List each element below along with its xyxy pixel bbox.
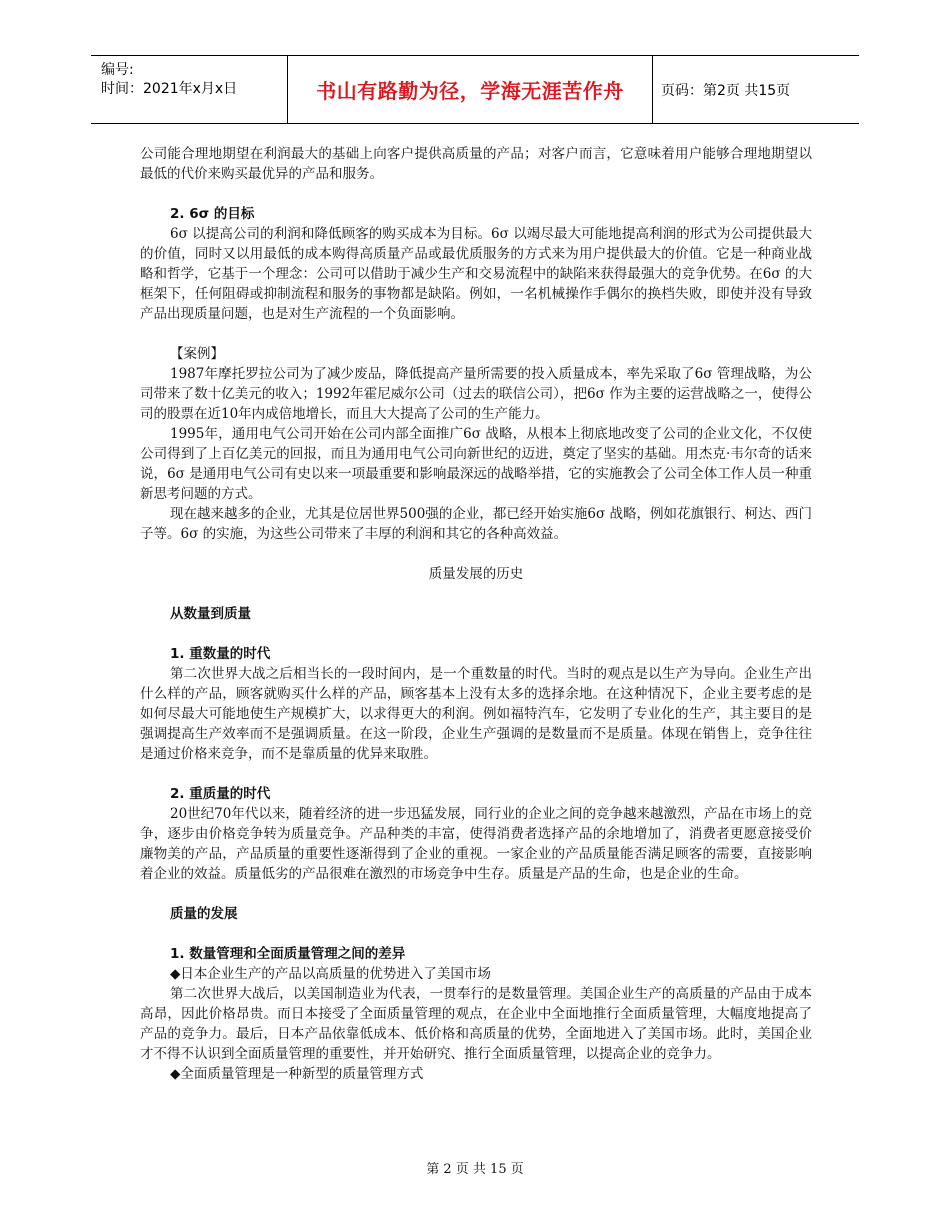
- paragraph: 1987年摩托罗拉公司为了减少废品，降低提高产量所需要的投入质量成本，率先采取了6σ 管理战略，为公司带来了数十亿美元的收入；1992年霍尼威尔公司（过去的联信公司），把6σ 作为主要的运营战略之一，使得公司的股票在近10年内成倍地增长，而且大大提高了公司的生产能力。: [140, 366, 812, 422]
- paragraph: 6σ 以提高公司的利润和降低顾客的购买成本为目标。6σ 以竭尽最大可能地提高利润的形式为公司提供最大的价值，同时又以用最低的成本购得高质量产品或最优质服务的方式来为用户提供最大的价值。它是一种商业战略和哲学，它基于一个理念：公司可以借助于减少生产和交易流程中的缺陷来获得最强大的竞争优势。在6σ 的大框架下，任何阻碍或抑制流程和服务的事物都是缺陷。例如，一名机械操作手偶尔的换档失败，即使并没有导致产品出现质量问题，也是对生产流程的一个负面影响。: [140, 226, 812, 322]
- time-label: 时间：2021年x月x日: [101, 81, 238, 97]
- number-label: 编号:: [101, 62, 134, 78]
- document-body: [140, 144, 812, 1084]
- bullet-item: ◆日本企业生产的产品以高质量的优势进入了美国市场: [170, 966, 491, 982]
- section-heading: 1. 数量管理和全面质量管理之间的差异: [170, 946, 406, 962]
- section-heading: 2. 6σ 的目标: [170, 206, 255, 222]
- page-footer: 第 2 页 共 15 页: [426, 1162, 524, 1177]
- section-title: 质量发展的历史: [428, 566, 524, 582]
- paragraph: 20世纪70年代以来，随着经济的进一步迅猛发展，同行业的企业之间的竞争越来越激烈，产品在市场上的竞争，逐步由价格竞争转为质量竞争。产品种类的丰富，使得消费者选择产品的余地增加了，消费者更愿意接受价廉物美的产品，产品质量的重要性逐渐得到了企业的重视。一家企业的产品质量能否满足顾客的需要，直接影响着企业的效益。质量低劣的产品很难在激烈的市场竞争中生存。质量是产品的生命，也是企业的生命。: [140, 806, 812, 882]
- case-label: 【案例】: [170, 346, 224, 362]
- page-info: 页码：第2页 共15页: [661, 82, 791, 99]
- bullet-item: ◆全面质量管理是一种新型的质量管理方式: [170, 1066, 424, 1082]
- paragraph: 公司能合理地期望在利润最大的基础上向客户提供高质量的产品；对客户而言，它意味着用户能够合理地期望以最低的代价来购买最优异的产品和服务。: [140, 146, 812, 182]
- section-heading: 1. 重数量的时代: [170, 646, 271, 662]
- section-heading: 2. 重质量的时代: [170, 786, 271, 802]
- paragraph: 1995年，通用电气公司开始在公司内部全面推广6σ 战略，从根本上彻底地改变了公司的企业文化，不仅使公司得到了上百亿美元的回报，而且为通用电气公司向新世纪的迈进，奠定了坚实的基础。用杰克·韦尔奇的话来说，6σ 是通用电气公司有史以来一项最重要和影响最深远的战略举措，它的实施教会了公司全体工作人员一种重新思考问题的方式。: [140, 426, 812, 502]
- paragraph: 现在越来越多的企业，尤其是位居世界500强的企业，都已经开始实施6σ 战略，例如花旗银行、柯达、西门子等。6σ 的实施，为这些公司带来了丰厚的利润和其它的各种高效益。: [140, 506, 812, 542]
- header-table: [91, 55, 859, 124]
- section-heading: 质量的发展: [170, 906, 238, 922]
- paragraph: 第二次世界大战后，以美国制造业为代表，一贯奉行的是数量管理。美国企业生产的高质量的产品由于成本高昂，因此价格昂贵。而日本接受了全面质量管理的观点，在企业中全面地推行全面质量管理，大幅度地提高了产品的竞争力。最后，日本产品依靠低成本、低价格和高质量的优势，全面地进入了美国市场。此时，美国企业才不得不认识到全面质量管理的重要性，并开始研究、推行全面质量管理，以提高企业的竞争力。: [140, 986, 812, 1062]
- paragraph: 第二次世界大战之后相当长的一段时间内，是一个重数量的时代。当时的观点是以生产为导向。企业生产出什么样的产品，顾客就购买什么样的产品，顾客基本上没有太多的选择余地。在这种情况下，企业主要考虑的是如何尽最大可能地使生产规模扩大，以求得更大的利润。例如福特汽车，它发明了专业化的生产，其主要目的是强调提高生产效率而不是强调质量。在这一阶段，企业生产强调的是数量而不是质量。体现在销售上，竞争往往是通过价格来竞争，而不是靠质量的优异来取胜。: [140, 666, 812, 762]
- header-left: [101, 61, 237, 99]
- motto: 书山有路勤为径，学海无涯苦作舟: [316, 79, 624, 103]
- header-motto-cell: [287, 56, 653, 123]
- section-heading: 从数量到质量: [170, 606, 251, 622]
